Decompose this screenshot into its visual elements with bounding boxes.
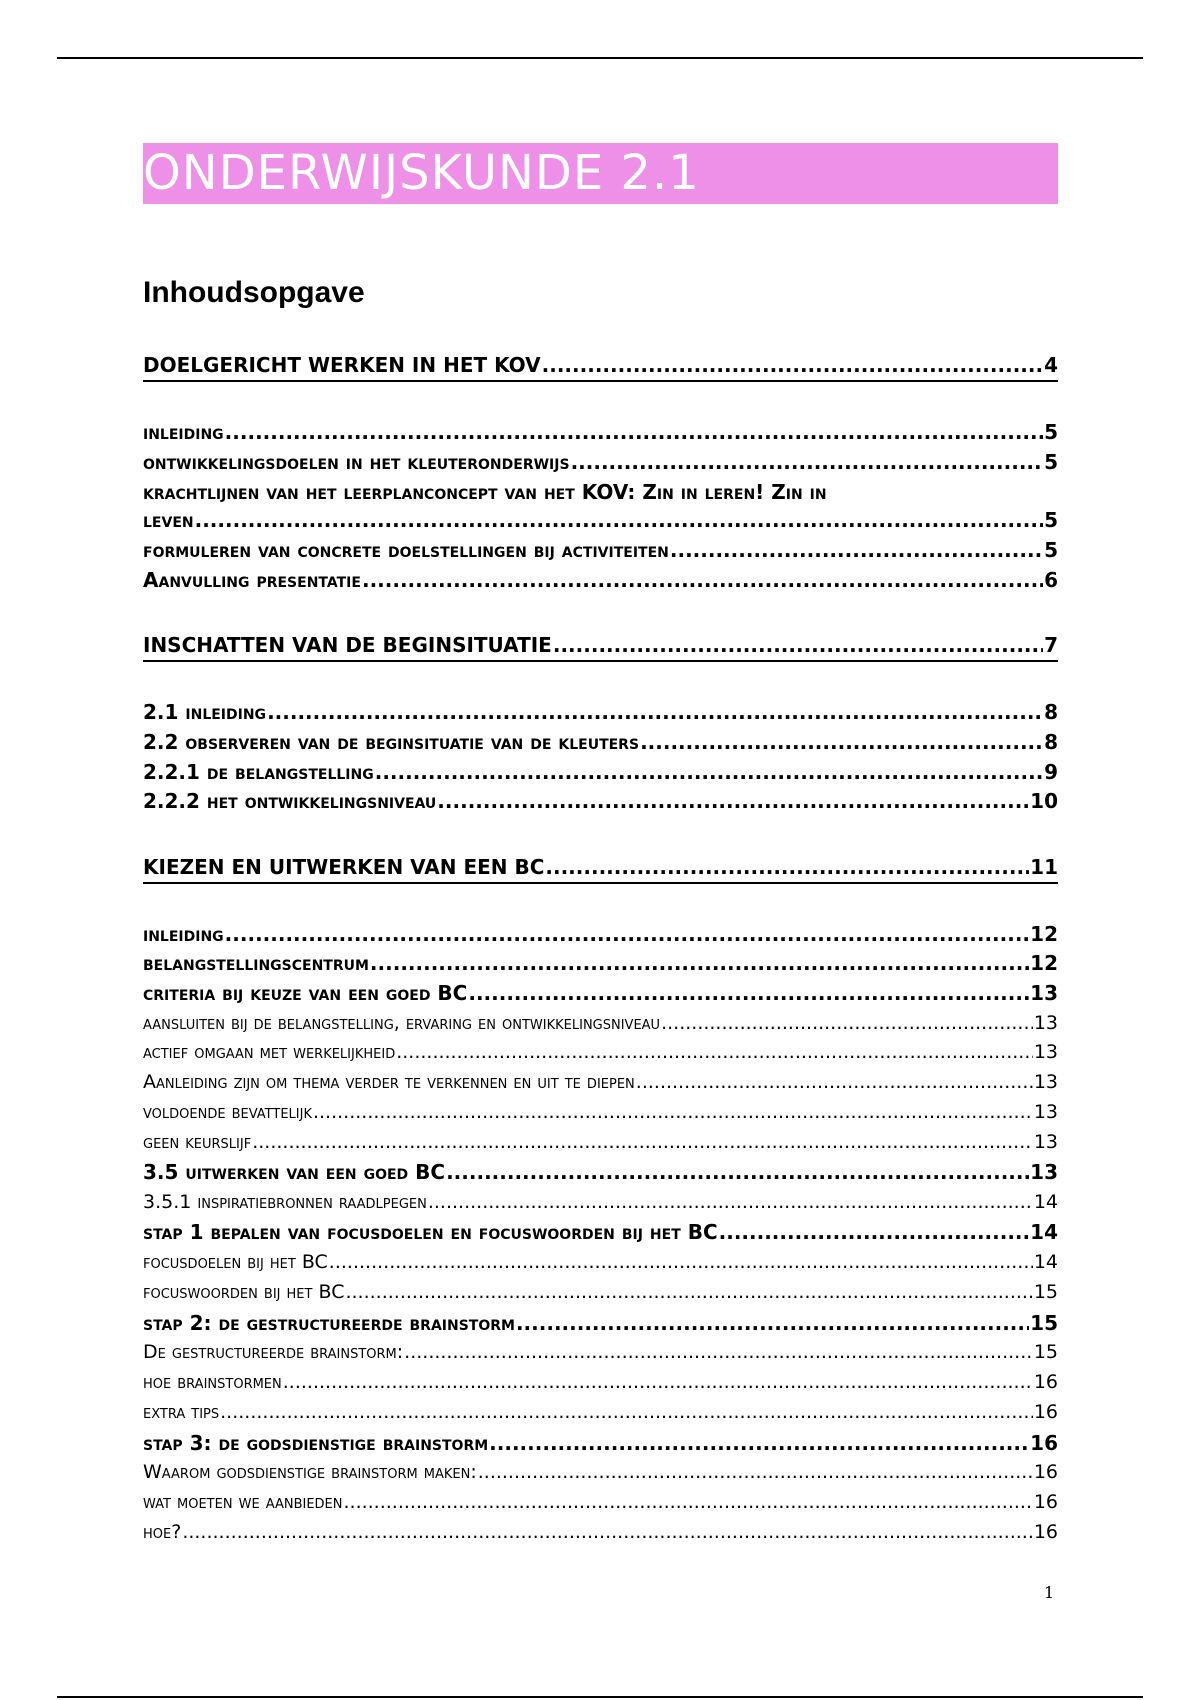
toc-entry-text: inleiding	[143, 420, 224, 444]
toc-leader	[571, 450, 1044, 474]
header-rule	[57, 57, 1143, 59]
toc-entry-text: voldoende bevattelijk	[143, 1101, 312, 1123]
toc-page-number: 13	[1033, 1131, 1058, 1153]
toc-leader	[670, 538, 1043, 562]
toc-entry[interactable]	[143, 1220, 1058, 1244]
toc-leader	[252, 1131, 1033, 1153]
toc-entry-kiezen[interactable]	[143, 855, 1058, 884]
toc-leader	[375, 760, 1043, 784]
toc-entry[interactable]	[143, 1521, 1058, 1543]
toc-page-number: 16	[1030, 1431, 1058, 1455]
toc-entry-text: 3.5.1 inspiratiebronnen raadlpegen	[143, 1191, 427, 1213]
toc-page-number: 13	[1030, 1160, 1058, 1184]
toc-entry-text: 2.2.1 de belangstelling	[143, 760, 374, 784]
toc-entry[interactable]	[143, 1041, 1058, 1063]
toc-entry[interactable]	[143, 1281, 1058, 1303]
toc-entry-text: Waarom godsdienstige brainstorm maken:	[143, 1461, 477, 1483]
toc-entry-text: extra tips	[143, 1401, 220, 1423]
toc-leader	[719, 1220, 1030, 1244]
toc-entry-text: stap 2: de gestructureerde brainstorm	[143, 1311, 515, 1335]
toc-entry-text: criteria bij keuze van een goed BC	[143, 981, 468, 1005]
toc-page-number: 16	[1033, 1401, 1058, 1423]
toc-entry[interactable]	[143, 1371, 1058, 1393]
toc-entry-text: 2.1 inleiding	[143, 700, 267, 724]
toc-entry-text: leven	[143, 508, 194, 532]
toc-entry[interactable]	[143, 420, 1058, 444]
toc-leader	[542, 353, 1043, 377]
toc-entry-text: focuswoorden bij het BC	[143, 1281, 345, 1303]
toc-leader	[313, 1101, 1033, 1123]
toc-leader	[428, 1191, 1033, 1213]
toc-entry[interactable]	[143, 568, 1058, 592]
toc-entry[interactable]	[143, 1012, 1058, 1034]
toc-entry[interactable]	[143, 700, 1058, 724]
toc-page-number: 5	[1044, 538, 1058, 562]
toc-entry-text: stap 3: de godsdienstige brainstorm	[143, 1431, 489, 1455]
toc-entry-text: actief omgaan met werkelijkheid	[143, 1041, 396, 1063]
toc-page-number: 5	[1044, 420, 1058, 444]
toc-leader	[636, 1071, 1033, 1093]
toc-entry[interactable]	[143, 1191, 1058, 1213]
toc-page-number: 13	[1033, 1071, 1058, 1093]
toc-entry[interactable]	[143, 1311, 1058, 1335]
toc-leader	[283, 1371, 1033, 1393]
toc-page-number: 12	[1030, 951, 1058, 975]
toc-leader	[404, 1341, 1033, 1363]
toc-entry-text: focusdoelen bij het BC	[143, 1251, 328, 1273]
toc-page-number: 16	[1033, 1461, 1058, 1483]
toc-entry-text: 2.2 observeren van de beginsituatie van de kleuters	[143, 730, 640, 754]
toc-leader	[516, 1311, 1029, 1335]
toc-page-number: 8	[1044, 730, 1058, 754]
toc-leader	[195, 508, 1043, 532]
toc-leader	[225, 420, 1043, 444]
toc-entry-text: 2.2.2 het ontwikkelingsniveau	[143, 789, 437, 813]
toc-page-number: 10	[1030, 789, 1058, 813]
toc-entry-text: inleiding	[143, 922, 224, 946]
toc-entry[interactable]	[143, 1401, 1058, 1423]
toc-entry-text: Aanvulling presentatie	[143, 568, 361, 592]
toc-page-number: 6	[1044, 568, 1058, 592]
toc-entry[interactable]	[143, 1160, 1058, 1184]
toc-entry-text: Aanleiding zijn om thema verder te verkennen en uit te diepen	[143, 1071, 635, 1093]
toc-entry-text: INSCHATTEN VAN DE BEGINSITUATIE	[143, 633, 552, 657]
toc-leader	[370, 951, 1029, 975]
toc-leader	[661, 1012, 1033, 1034]
toc-entry[interactable]	[143, 1341, 1058, 1363]
toc-entry[interactable]	[143, 760, 1058, 784]
toc-page-number: 8	[1044, 700, 1058, 724]
toc-page-number: 14	[1033, 1251, 1058, 1273]
toc-entry-text: belangstellingscentrum	[143, 951, 369, 975]
toc-page-number: 13	[1030, 981, 1058, 1005]
toc-entry-text: 3.5 uitwerken van een goed BC	[143, 1160, 446, 1184]
page-number: 1	[1044, 1583, 1055, 1602]
toc-leader	[437, 789, 1029, 813]
toc-entry-text: KIEZEN EN UITWERKEN VAN EEN BC	[143, 855, 545, 879]
toc-leader	[446, 1160, 1029, 1184]
toc-leader	[182, 1521, 1033, 1543]
toc-entry[interactable]	[143, 981, 1058, 1005]
toc-entry[interactable]	[143, 789, 1058, 813]
toc-entry-text: wat moeten we aanbieden	[143, 1491, 343, 1513]
toc-page-number: 15	[1033, 1341, 1058, 1363]
toc-leader	[468, 981, 1029, 1005]
toc-page-number: 16	[1033, 1491, 1058, 1513]
toc-entry[interactable]	[143, 1251, 1058, 1273]
toc-leader	[640, 730, 1043, 754]
toc-leader	[362, 568, 1043, 592]
toc-entry-text-first-line[interactable]: krachtlijnen van het leerplanconcept van het KOV: Zin in leren! Zin in	[143, 480, 827, 504]
toc-page-number: 16	[1033, 1371, 1058, 1393]
toc-page-number: 7	[1044, 633, 1058, 657]
toc-entry[interactable]	[143, 922, 1058, 946]
toc-entry[interactable]	[143, 1131, 1058, 1153]
toc-entry-text: stap 1 bepalen van focusdoelen en focuswoorden bij het BC	[143, 1220, 718, 1244]
toc-page-number: 4	[1044, 353, 1058, 377]
toc-entry-text: geen keurslijf	[143, 1131, 252, 1153]
toc-page-number: 16	[1033, 1521, 1058, 1543]
toc-page-number: 14	[1033, 1191, 1058, 1213]
toc-entry-text: ontwikkelingsdoelen in het kleuteronderwijs	[143, 450, 570, 474]
toc-entry[interactable]	[143, 1461, 1058, 1483]
toc-leader	[553, 633, 1043, 657]
toc-page-number: 15	[1033, 1281, 1058, 1303]
toc-entry[interactable]	[143, 1071, 1058, 1093]
toc-entry[interactable]	[143, 730, 1058, 754]
toc-page-number: 13	[1033, 1101, 1058, 1123]
toc-leader	[345, 1281, 1032, 1303]
toc-leader	[329, 1251, 1033, 1273]
toc-entry-inschatten[interactable]	[143, 633, 1058, 662]
document-title: ONDERWIJSKUNDE 2.1	[143, 143, 1058, 204]
toc-page-number: 12	[1030, 922, 1058, 946]
toc-entry-doelgericht[interactable]	[143, 353, 1058, 382]
toc-entry-text: hoe?	[143, 1521, 182, 1543]
toc-entry-text: formuleren van concrete doelstellingen bij activiteiten	[143, 538, 669, 562]
toc-leader	[220, 1401, 1033, 1423]
toc-leader	[225, 922, 1029, 946]
toc-page-number: 14	[1030, 1220, 1058, 1244]
toc-page-number: 13	[1033, 1041, 1058, 1063]
toc-entry[interactable]	[143, 1101, 1058, 1123]
toc-page-number: 5	[1044, 508, 1058, 532]
toc-page-number: 13	[1033, 1012, 1058, 1034]
toc-entry[interactable]	[143, 508, 1058, 532]
toc-page-number: 15	[1030, 1311, 1058, 1335]
toc-entry-text: hoe brainstormen	[143, 1371, 282, 1393]
toc-entry[interactable]	[143, 1491, 1058, 1513]
toc-heading: Inhoudsopgave	[143, 276, 365, 309]
toc-page-number: 5	[1044, 450, 1058, 474]
toc-leader	[489, 1431, 1029, 1455]
toc-page-number: 9	[1044, 760, 1058, 784]
toc-entry[interactable]	[143, 538, 1058, 562]
toc-entry[interactable]	[143, 951, 1058, 975]
toc-leader	[396, 1041, 1033, 1063]
toc-leader	[545, 855, 1029, 879]
toc-page-number: 11	[1030, 855, 1058, 879]
toc-entry-text: De gestructureerde brainstorm:	[143, 1341, 404, 1363]
toc-leader	[343, 1491, 1032, 1513]
toc-leader	[267, 700, 1043, 724]
toc-entry[interactable]	[143, 450, 1058, 474]
footer-rule	[57, 1696, 1143, 1698]
toc-entry[interactable]	[143, 1431, 1058, 1455]
toc-leader	[478, 1461, 1033, 1483]
toc-entry-text: DOELGERICHT WERKEN IN HET KOV	[143, 353, 541, 377]
toc-entry-text: aansluiten bij de belangstelling, ervaring en ontwikkelingsniveau	[143, 1012, 661, 1034]
